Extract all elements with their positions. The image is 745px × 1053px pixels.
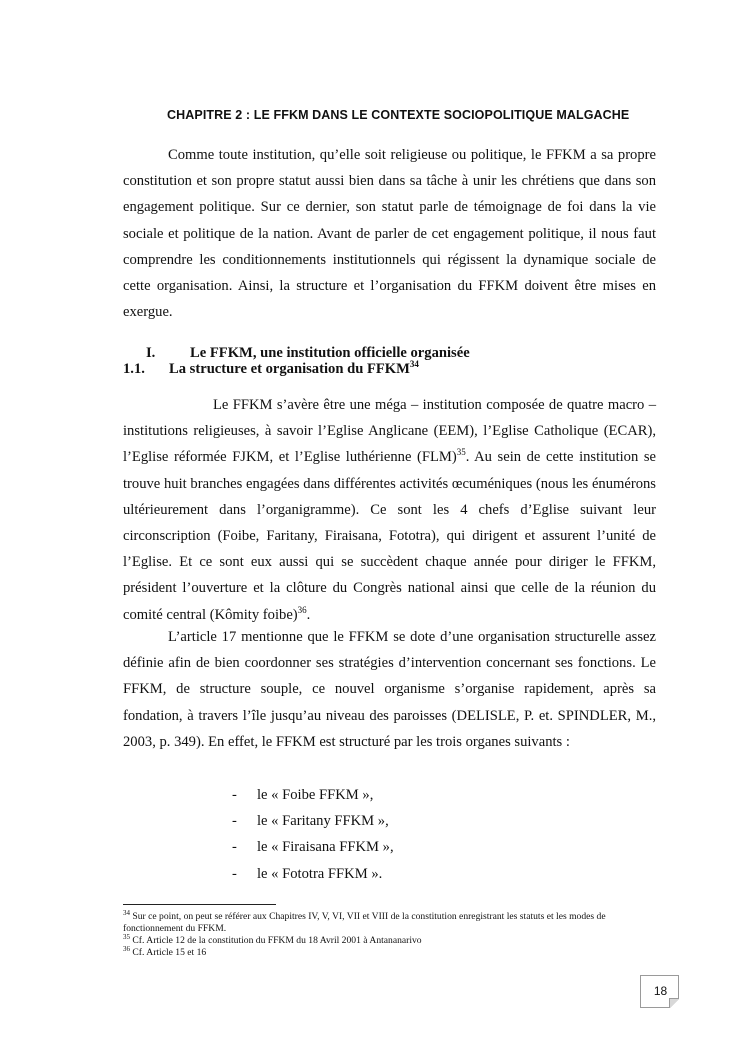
paragraph-part: . — [306, 606, 311, 623]
bullet-dash: - — [232, 865, 237, 882]
subsection-title: La structure et organisation du FFKM — [169, 361, 410, 377]
footnotes — [123, 908, 656, 959]
subsection-heading-1-1 — [123, 361, 419, 378]
bullet-dash: - — [232, 839, 237, 856]
footnote-text: Cf. Article 12 de la constitution du FFKM du 18 Avril 2001 à Antananarivo — [132, 935, 422, 946]
list-item — [232, 834, 394, 860]
section-number: I. — [146, 345, 156, 361]
footnote-number: 34 — [123, 908, 130, 917]
paragraph-structure — [123, 392, 656, 628]
list-item-text: le « Faritany FFKM », — [257, 813, 389, 830]
footnote-ref-36: 36 — [297, 604, 307, 615]
list-item — [232, 782, 394, 808]
paragraph-part: Le FFKM s’avère être une méga – institution composée de quatre macro – institutions religieuses, à savoir l’Eglise Anglicane (EEM), l’Eglise Catholique (ECAR), l’Eglise réformée FJKM, et l’Eglise luthérienne (FLM) — [123, 397, 656, 466]
page-number: 18 — [653, 984, 668, 998]
bullet-dash: - — [232, 787, 237, 803]
footnote — [123, 944, 656, 959]
bullet-dash: - — [232, 813, 237, 830]
list-item-text: le « Firaisana FFKM », — [257, 839, 394, 856]
footnote-text: Cf. Article 15 et 16 — [132, 947, 207, 958]
section-heading-I — [146, 345, 470, 362]
organs-list — [232, 782, 394, 887]
list-item-text: le « Foibe FFKM », — [257, 787, 374, 803]
section-title: Le FFKM, une institution officielle organisée — [190, 345, 470, 361]
intro-paragraph: Comme toute institution, qu’elle soit religieuse ou politique, le FFKM a sa propre constitution et son propre statut aussi bien dans sa tâche à unir les chrétiens que dans son engagement politique. Sur ce dernier, son statut parle de témoignage de foi dans la vie sociale et politique de la nation. Avant de parler de cet engagement politique, il nous faut comprendre les conditionnements institutionnels qui régissent la dynamique sociale de cette organisation. Ainsi, la structure et l’organisation du FFKM doivent être mises en exergue. — [123, 147, 656, 321]
footnote-separator — [123, 904, 276, 905]
footnote — [123, 908, 656, 935]
paragraph-article-17: L’article 17 mentionne que le FFKM se dote d’une organisation structurelle assez définie afin de bien coordonner ses stratégies d’intervention concernant ses fonctions. Le FFKM, de structure souple, ce nouvel organisme s’organise rapidement, après sa fondation, à travers l’île jusqu’au niveau des paroisses (DELISLE, P. et. SPINDLER, M., 2003, p. 349). En effet, le FFKM est structuré par les trois organes suivants : — [123, 629, 656, 750]
subsection-number: 1.1. — [123, 361, 145, 377]
footnote-text: Sur ce point, on peut se référer aux Chapitres IV, V, VI, VII et VIII de la constitution enregistrant les statuts et les modes de fonctionnement du FFKM. — [123, 911, 606, 934]
footnote-number: 36 — [123, 944, 130, 953]
footnote-ref-35: 35 — [456, 447, 466, 458]
page-number-box — [640, 975, 679, 1008]
footnote-ref-34: 34 — [409, 359, 419, 370]
footnote-number: 35 — [123, 932, 130, 941]
paragraph-part: . Au sein de cette institution se trouve huit branches engagées dans différentes activités œcuméniques (nous les énumérons ultérieurement dans l’organigramme). Ce sont les 4 chefs d’Eglise suivant leur circonscription (Foibe, Faritany, Firaisana, Fototra), qui dirigent et assurent l’unité de l’Eglise. Et ce sont eux aussi qui se succèdent chaque année pour diriger le FFKM, président l’ouverture et la clôture du Congrès national ainsi que celle de la réunion du comité central (Kômity foibe) — [123, 449, 657, 623]
list-item — [232, 861, 394, 887]
list-item-text: le « Fototra FFKM ». — [257, 865, 383, 882]
chapter-title: CHAPITRE 2 : LE FFKM DANS LE CONTEXTE SOCIOPOLITIQUE MALGACHE — [167, 108, 630, 122]
footnote — [123, 932, 656, 947]
list-item — [232, 808, 394, 834]
